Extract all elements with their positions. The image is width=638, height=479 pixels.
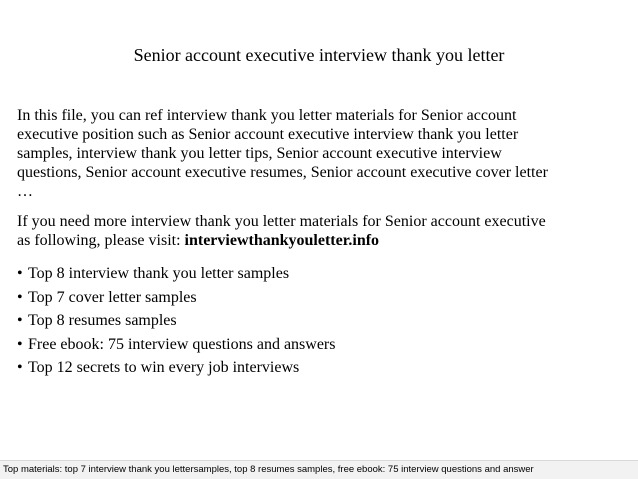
list-item-text: Top 7 cover letter samples	[28, 288, 197, 306]
footer-bar	[0, 460, 638, 479]
more-info-paragraph	[17, 212, 617, 250]
intro-paragraph: In this file, you can ref interview thank you letter materials for Senior account executive position such as Senior account executive interview thank you letter samples, interview thank you letter tips, Senior account executive interview questions, Senior account executive resumes, Senior account executive cover letter …	[17, 107, 548, 200]
list-item-text: Top 8 resumes samples	[28, 312, 177, 329]
bullet-icon: •	[17, 288, 23, 306]
list-item	[17, 262, 617, 286]
list-item	[17, 309, 617, 333]
bullet-icon: •	[17, 359, 23, 376]
list-item	[17, 286, 617, 310]
slide-title: Senior account executive interview thank you letter	[133, 45, 505, 65]
bullet-icon: •	[17, 335, 23, 353]
more-info-text: If you need more interview thank you letter materials for Senior account executive as following, please visit:	[17, 213, 546, 249]
bullet-icon: •	[17, 265, 23, 282]
footer-text: Top materials: top 7 interview thank you lettersamples, top 8 resumes samples, free ebook: 75 interview questions and answer	[3, 464, 534, 475]
bullet-icon: •	[17, 312, 23, 329]
website-link[interactable]: interviewthankyouletter.info	[184, 232, 380, 249]
list-item-text: Free ebook: 75 interview questions and answers	[28, 335, 336, 353]
materials-list	[17, 262, 617, 380]
list-item	[17, 333, 617, 357]
slide-content	[17, 106, 617, 380]
list-item-text: Top 8 interview thank you letter samples	[28, 265, 290, 282]
list-item-text: Top 12 secrets to win every job interviews	[28, 359, 300, 376]
list-item	[17, 356, 617, 380]
